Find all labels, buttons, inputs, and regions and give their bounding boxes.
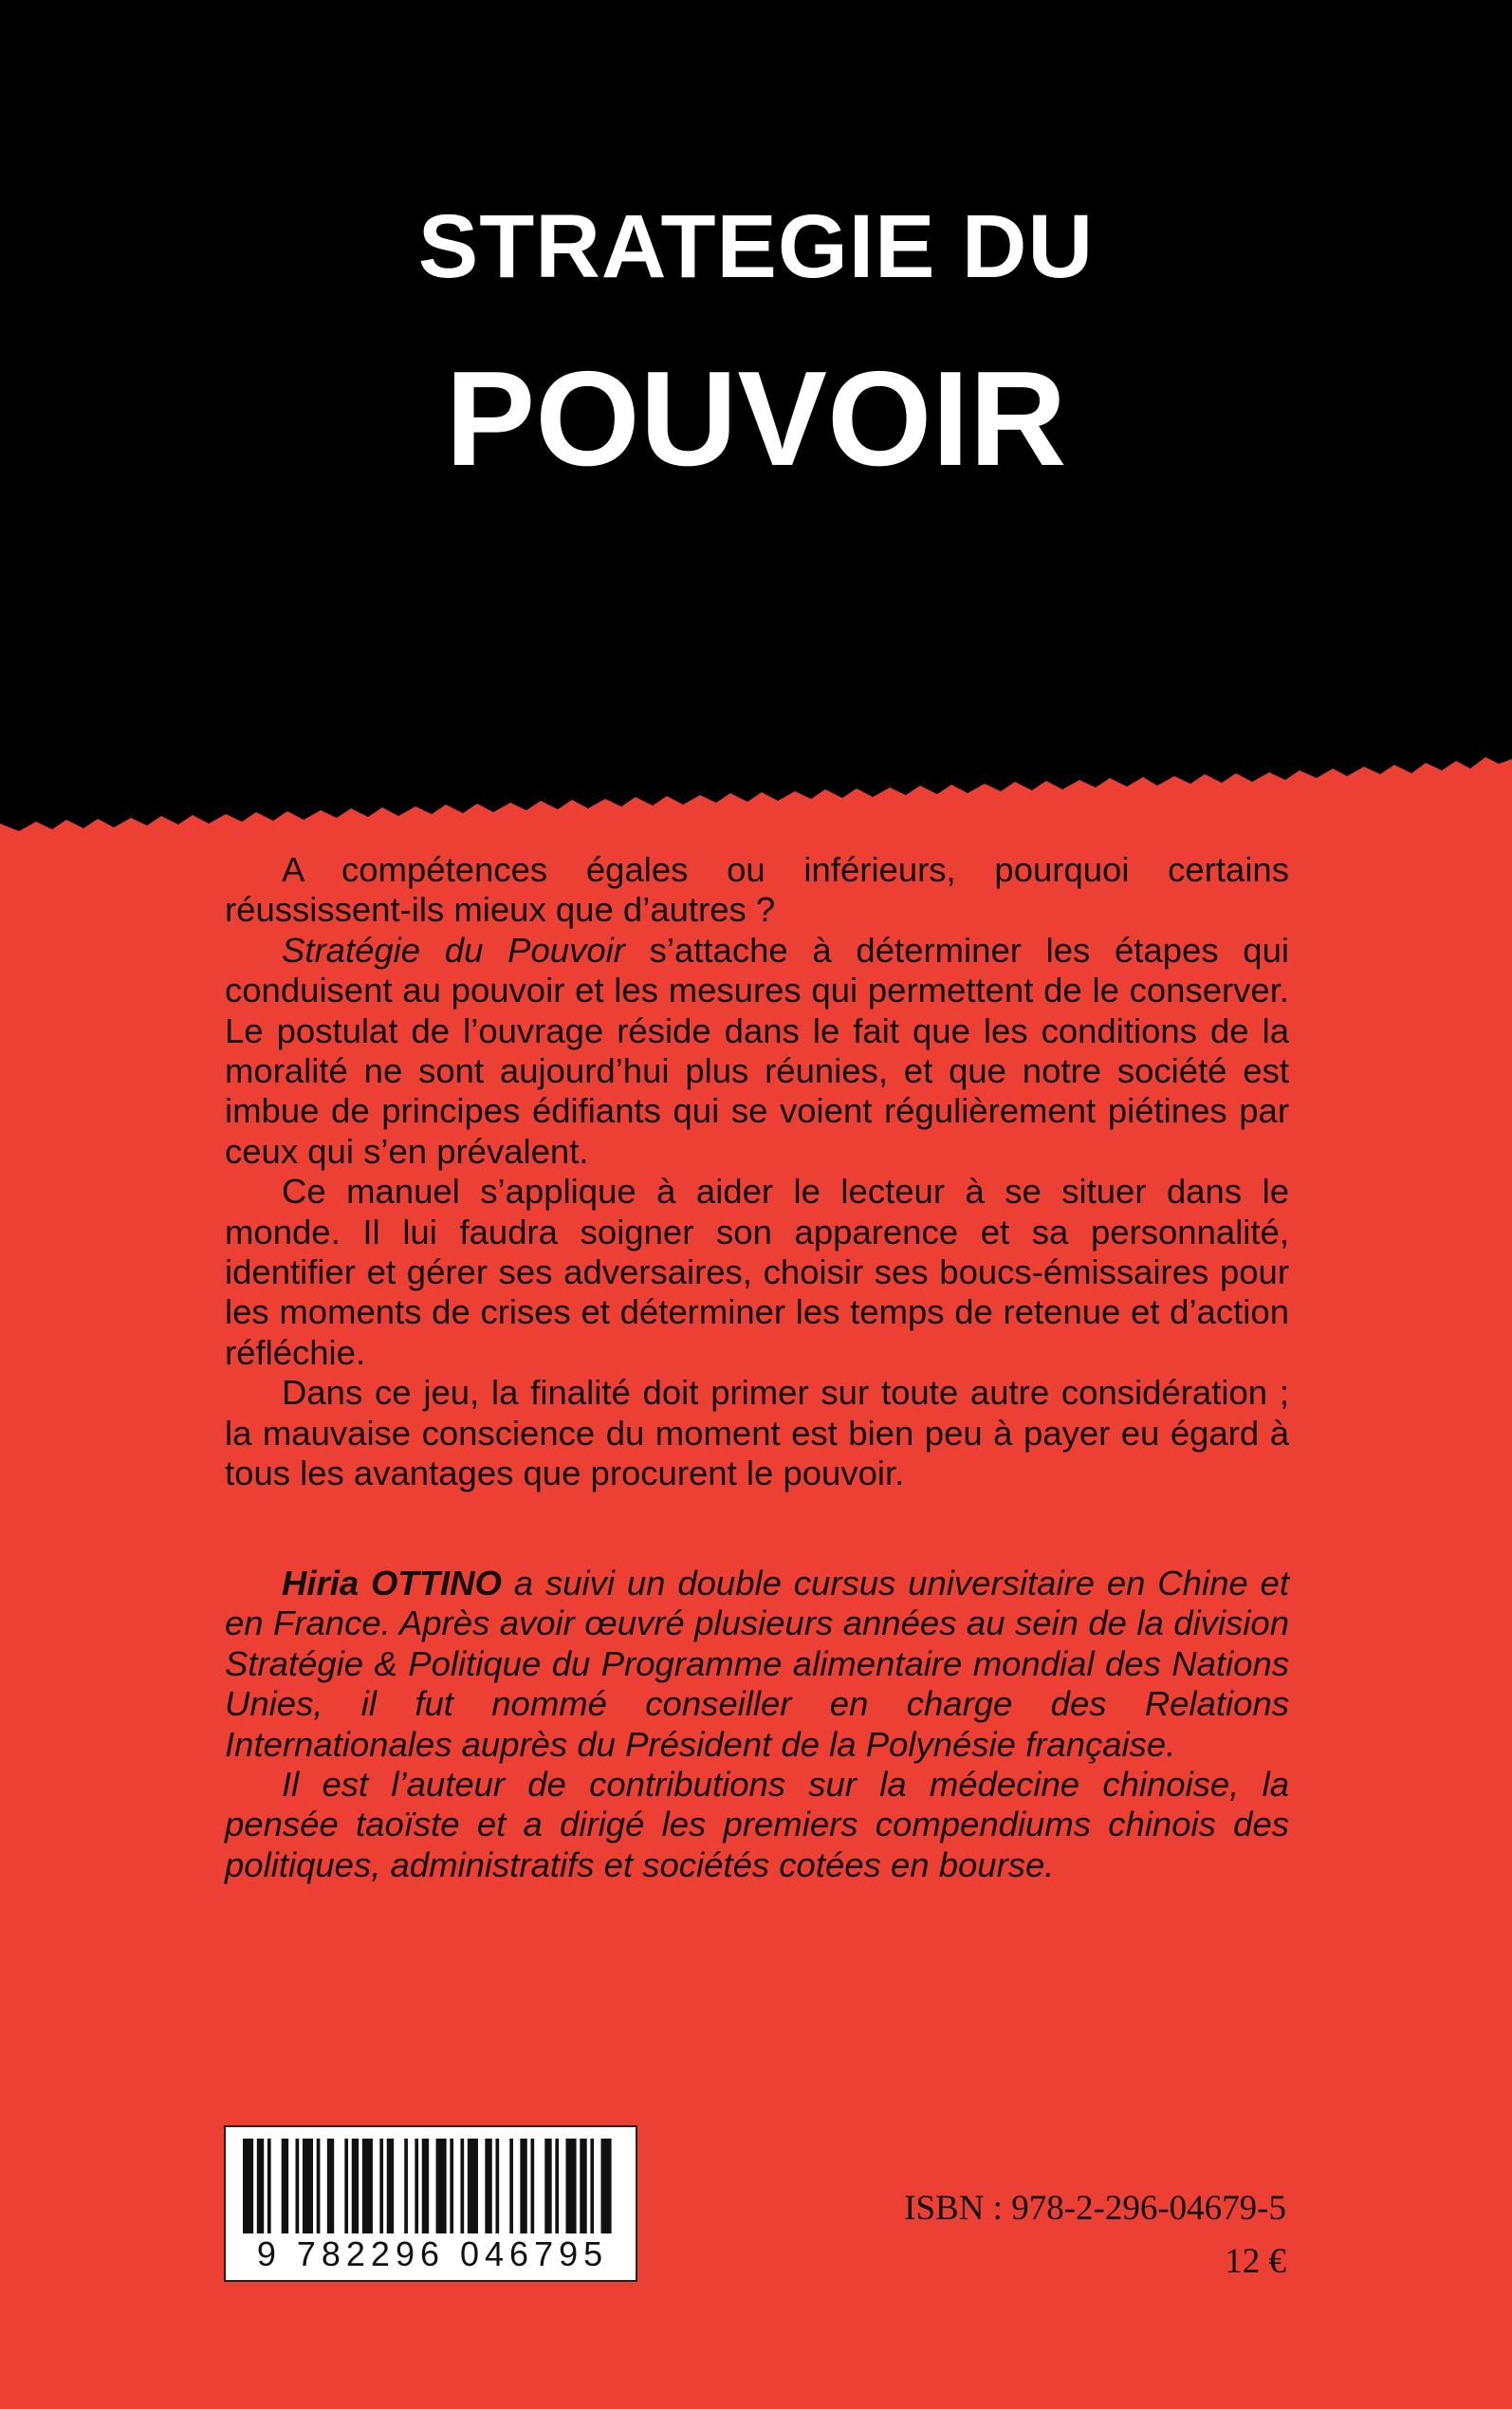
barcode-bar <box>450 2139 453 2233</box>
summary-paragraph-4: Dans ce jeu, la finalité doit primer sur toute autre considération ; la mauvaise conscience du moment est bien peu à payer eu égard à tous les avantages que procurent le pouvoir. <box>225 1373 1289 1493</box>
price: 12 € <box>1225 2242 1286 2281</box>
barcode-bar <box>404 2139 408 2233</box>
barcode-bar <box>555 2139 559 2233</box>
summary-paragraph-3: Ce manuel s’applique à aider le lecteur à se situer dans le monde. Il lui faudra soigner son apparence et sa personnalité, identifier et gérer ses adversaires, choisir ses boucs-émissaires pour les moments de crises et déterminer les temps de retenue et d’action réfléchie. <box>225 1172 1289 1372</box>
barcode-bar <box>530 2139 534 2233</box>
barcode-bar <box>580 2139 586 2233</box>
barcode-bar <box>415 2139 418 2233</box>
isbn-number: ISBN : 978-2-296-04679-5 <box>904 2189 1286 2228</box>
barcode-bar <box>460 2139 464 2233</box>
barcode-bar <box>379 2139 383 2233</box>
barcode-bar <box>303 2139 313 2233</box>
barcode-bar <box>520 2139 526 2233</box>
barcode-bar <box>544 2139 551 2233</box>
barcode-bar <box>495 2139 499 2233</box>
author-name: Hiria OTTINO <box>282 1564 502 1603</box>
barcode-digits: 9 782296 046795 <box>256 2234 609 2273</box>
barcode <box>224 2125 637 2282</box>
book-title-italic: Stratégie du Pouvoir <box>282 930 625 970</box>
barcode-bars <box>243 2139 618 2233</box>
bio-paragraph-1 <box>225 1564 1289 1765</box>
barcode-bar <box>468 2139 478 2233</box>
barcode-bar <box>344 2139 348 2233</box>
barcode-bar <box>590 2139 594 2233</box>
barcode-bar <box>352 2139 359 2233</box>
barcode-bar <box>327 2139 334 2233</box>
barcode-bar <box>282 2139 288 2233</box>
bio-paragraph-2: Il est l’auteur de contributions sur la médecine chinoise, la pensée taoïste et a dirigé les premiers compendiums chinois des politiques, administratifs et sociétés cotées en bourse. <box>225 1765 1289 1884</box>
barcode-bar <box>267 2139 271 2233</box>
barcode-bar <box>565 2139 576 2233</box>
barcode-bar <box>601 2139 612 2233</box>
barcode-bar <box>436 2139 447 2233</box>
author-bio <box>225 1564 1289 1885</box>
barcode-bar <box>296 2139 300 2233</box>
summary-paragraph-1: A compétences égales ou inférieurs, pourquoi certains réussissent-ils mieux que d’autres ? <box>225 850 1289 930</box>
bio-paragraph-1-text: a suivi un double cursus universitaire en Chine et en France. Après avoir œuvré plusieurs années au sein de la division Stratégie & Politique du Programme alimentaire mondial des Nations Unies, il fut nommé conseiller en charge des Relations Internationales auprès du Président de la Polynésie française. <box>225 1564 1289 1764</box>
summary-paragraph-2-text: s’attache à déterminer les étapes qui conduisent au pouvoir et les mesures qui permettent de le conserver. Le postulat de l’ouvrage réside dans le fait que les conditions de la moralité ne sont aujourd’hui plus réunies, et que notre société est imbue de principes édifiants qui se voient régulièrement piétines par ceux qui s’en prévalent. <box>225 930 1289 1171</box>
barcode-bar <box>243 2139 253 2233</box>
summary-paragraph-2 <box>225 931 1289 1172</box>
barcode-bar <box>422 2139 429 2233</box>
book-summary <box>225 850 1289 1494</box>
barcode-bar <box>257 2139 264 2233</box>
title-line-1: STRATEGIE DU <box>417 196 1095 297</box>
title-line-2: POUVOIR <box>445 343 1067 494</box>
barcode-bar <box>509 2139 513 2233</box>
barcode-bar <box>387 2139 394 2233</box>
barcode-bar <box>317 2139 321 2233</box>
barcode-bar <box>362 2139 373 2233</box>
barcode-bar <box>485 2139 491 2233</box>
